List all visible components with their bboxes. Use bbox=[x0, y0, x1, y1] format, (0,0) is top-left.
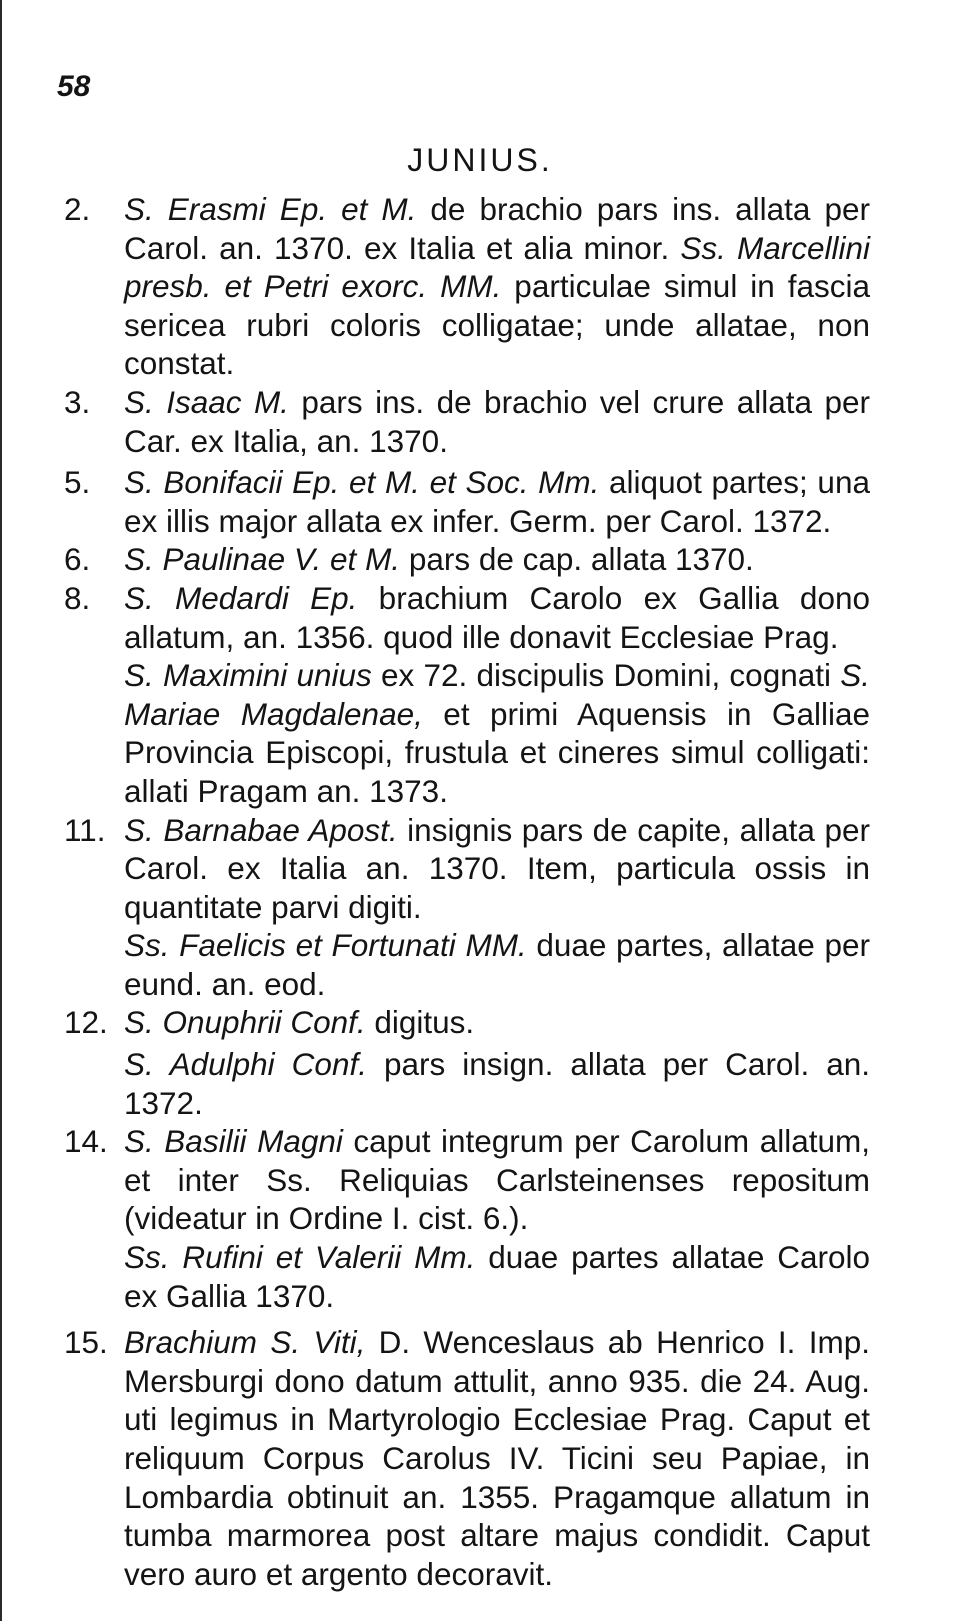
entry-number: 5. bbox=[64, 464, 91, 501]
entry-number: 2. bbox=[64, 191, 91, 227]
entry-6 bbox=[64, 540, 870, 579]
entry-number: 6. bbox=[64, 541, 91, 578]
entry-paragraph bbox=[124, 656, 870, 810]
entry-number: 8. bbox=[64, 579, 91, 616]
saint-name: Ss. Rufini et Valerii Mm. bbox=[124, 1239, 476, 1276]
body-text bbox=[64, 190, 870, 1593]
entry-paragraph bbox=[124, 1323, 870, 1593]
saint-name: S. Mariae Magdalenae, bbox=[124, 657, 870, 732]
entry-paragraph bbox=[124, 579, 870, 656]
saint-name: S. Barnabae Apost. bbox=[124, 811, 398, 848]
entry-paragraph bbox=[124, 1045, 870, 1122]
relic-description: insignis pars de capite, allata per Carol. ex Italia an. 1370. Item, particula ossis in quantitate parvi digiti. bbox=[124, 811, 870, 925]
entry-11 bbox=[64, 811, 870, 1004]
relic-description: et primi Aquensis in Galliae Provincia Episcopi, frustula et cineres simul colligati: allati Pragam an. 1373. bbox=[124, 695, 870, 809]
entry-14 bbox=[64, 1122, 870, 1315]
page-number: 58 bbox=[57, 70, 91, 103]
page-title: JUNIUS. bbox=[407, 142, 553, 178]
saint-name: S. Medardi Ep. bbox=[124, 579, 358, 616]
relic-description: duae partes, allatae per eund. an. eod. bbox=[124, 927, 870, 1002]
relic-description: ex 72. discipulis Domini, cognati bbox=[371, 657, 841, 694]
relic-description: brachium Carolo ex Gallia dono allatum, an. 1356. quod ille donavit Ecclesiae Prag. bbox=[124, 579, 871, 655]
relic-description: pars ins. de brachio vel crure allata per Car. ex Italia, an. 1370. bbox=[124, 383, 871, 459]
entry-number: 11. bbox=[64, 811, 106, 848]
relic-description: pars insign. allata per Carol. an. 1372. bbox=[124, 1046, 870, 1121]
entry-number: 3. bbox=[64, 383, 91, 420]
entry-paragraph bbox=[124, 1003, 870, 1042]
saint-name: S. Isaac M. bbox=[124, 383, 289, 420]
relic-description: caput integrum per Carolum allatum, et inter Ss. Reliquias Carlsteinenses repositum (videatur in Ordine I. cist. 6.). bbox=[124, 1123, 870, 1237]
entry-2 bbox=[64, 190, 870, 383]
saint-name: S. Adulphi Conf. bbox=[124, 1046, 367, 1083]
entry-12 bbox=[64, 1003, 870, 1122]
page-edge bbox=[0, 0, 2, 1621]
relic-description: particulae simul in fascia sericea rubri coloris colligatae; unde allatae, non constat. bbox=[124, 268, 871, 382]
entry-paragraph bbox=[124, 1122, 870, 1238]
entry-3 bbox=[64, 383, 870, 460]
saint-name: S. Paulinae V. et M. bbox=[124, 541, 401, 578]
relic-description: digitus. bbox=[365, 1004, 475, 1041]
relic-description: pars de cap. allata 1370. bbox=[400, 541, 754, 578]
entry-5 bbox=[64, 463, 870, 540]
entry-paragraph bbox=[124, 926, 870, 1003]
entry-paragraph bbox=[124, 463, 870, 540]
relic-description: de brachio pars ins. allata per Carol. an. 1370. ex Italia et alia minor. bbox=[124, 191, 870, 266]
entry-paragraph bbox=[124, 811, 870, 927]
saint-name: Brachium S. Viti, bbox=[124, 1324, 366, 1361]
saint-name: S. Erasmi Ep. et M. bbox=[124, 191, 417, 227]
saint-name: S. Onuphrii Conf. bbox=[124, 1004, 366, 1041]
saint-name: Ss. Faelicis et Fortunati MM. bbox=[124, 927, 527, 964]
saint-name: Ss. Marcellini presb. et Petri exorc. MM. bbox=[124, 229, 871, 305]
relic-description: D. Wenceslaus ab Henrico I. Imp. Mersburgi dono datum attulit, anno 935. die 24. Aug. uti legimus in Martyrologio Ecclesiae Prag. Caput et reliquum Corpus Carolus IV. Ticini seu Papiae, in Lombardia obtinuit an. 1355. Pragamque allatum in tumba marmorea post altare majus condidit. Caput vero auro et argento decoravit. bbox=[124, 1324, 870, 1592]
entry-15 bbox=[64, 1323, 870, 1593]
entry-number: 15. bbox=[64, 1324, 108, 1361]
entry-number: 12. bbox=[64, 1004, 108, 1041]
saint-name: S. Basilii Magni bbox=[124, 1123, 343, 1160]
entry-paragraph bbox=[124, 190, 870, 383]
saint-name: S. Maximini unius bbox=[124, 657, 372, 694]
entry-8 bbox=[64, 579, 870, 811]
saint-name: S. Bonifacii Ep. et M. et Soc. Mm. bbox=[124, 464, 600, 501]
entry-paragraph bbox=[124, 383, 870, 460]
entry-number: 14. bbox=[64, 1123, 108, 1160]
relic-description: aliquot partes; una ex illis major allata ex infer. Germ. per Carol. 1372. bbox=[124, 464, 870, 539]
relic-description: duae partes allatae Carolo ex Gallia 1370. bbox=[124, 1239, 871, 1314]
entry-paragraph bbox=[124, 1238, 870, 1315]
entry-paragraph bbox=[124, 540, 870, 579]
